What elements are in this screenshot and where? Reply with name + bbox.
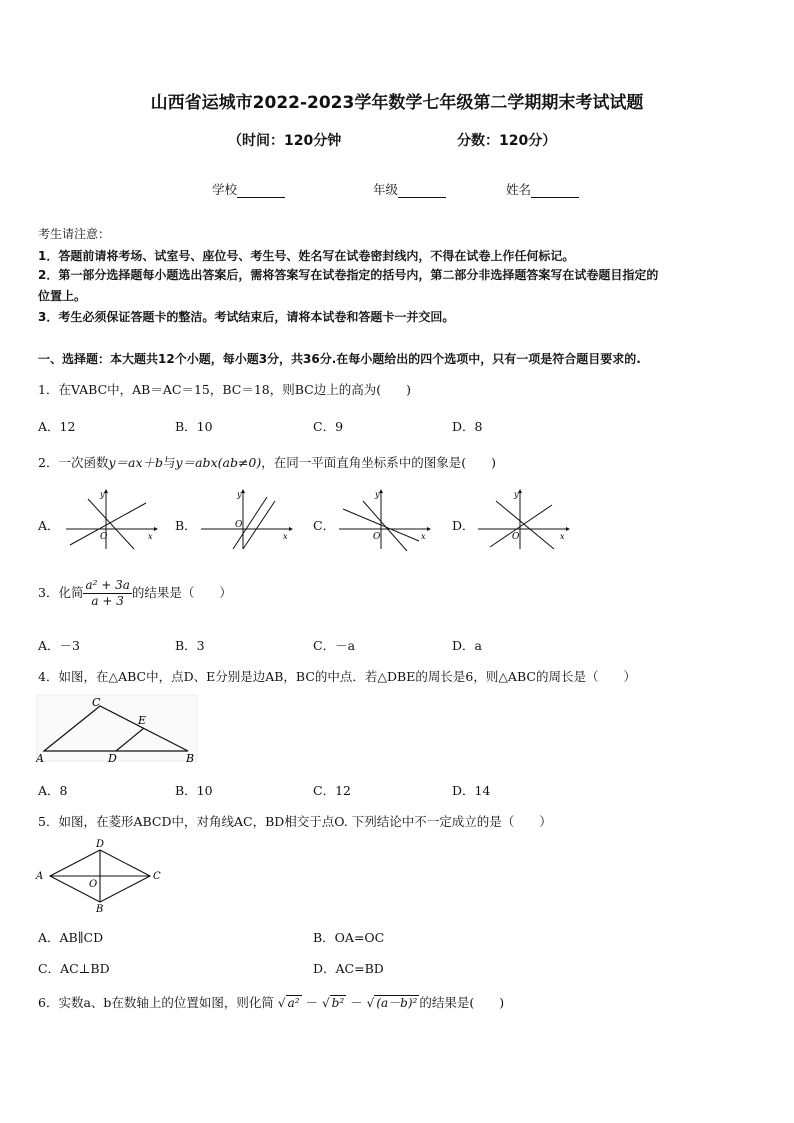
q6-minus-2: － <box>350 995 363 1010</box>
q2-graph-a <box>62 487 158 551</box>
q4-option-b: B．10 <box>175 783 213 798</box>
q5-option-b: B．OA=OC <box>313 930 385 945</box>
q6-sqrt-2: √ b² <box>322 996 345 1010</box>
q5-option-d: D．AC=BD <box>313 961 384 976</box>
q3-option-a: A．－3 <box>38 638 80 653</box>
q3-option-b: B．3 <box>175 638 205 653</box>
q4-stem: 4．如图，在△ABC中，点D、E分别是边AB，BC的中点．若△DBE的周长是6，则△ABC的周长是（ ） <box>38 669 636 684</box>
q6-pre: 6．实数a、b在数轴上的位置如图，则化简 <box>38 995 274 1010</box>
q4-option-a: A．8 <box>38 783 68 798</box>
name-field <box>506 180 579 198</box>
q2c-y-label: y <box>375 490 380 499</box>
q1-option-a: A．12 <box>38 419 76 434</box>
q6-post: 的结果是( ) <box>419 995 505 1010</box>
notice-item-1: 1．答题前请将考场、试室号、座位号、考生号、姓名写在试卷密封线内，不得在试卷上作任何标记。 <box>38 249 575 263</box>
grade-field <box>373 180 446 198</box>
exam-time: （时间：120分钟 <box>228 133 342 149</box>
q5-label-o: O <box>89 879 98 890</box>
q2a-y-label: y <box>100 490 105 499</box>
q3-pre: 3．化简 <box>38 585 84 600</box>
q6-radicand-2: b² <box>331 996 345 1010</box>
q5-option-c: C．AC⊥BD <box>38 961 110 976</box>
q2-func-2: y＝abx(ab≠0) <box>175 455 262 470</box>
q2c-origin-label: O <box>373 532 381 542</box>
notice-item-2-cont: 位置上。 <box>38 289 87 303</box>
q4-label-b: B <box>186 752 195 765</box>
q5-label-a: A <box>36 871 44 882</box>
q4-label-c: C <box>92 696 101 709</box>
q5-label-d: D <box>96 839 105 850</box>
q2-graph-c <box>335 487 431 551</box>
q4-label-d: D <box>108 752 117 765</box>
q6-stem <box>38 993 504 1011</box>
q2-func-1: y＝ax＋b <box>108 455 164 470</box>
q2-graph-d <box>474 487 570 551</box>
q6-radicand-3: (a－b)² <box>376 996 418 1010</box>
q2-post: ，在同一平面直角坐标系中的图象是( ) <box>261 455 497 470</box>
q1-option-c: C．9 <box>313 419 344 434</box>
section-heading: 一、选择题：本大题共12个小题，每小题3分，共36分.在每小题给出的四个选项中，只有一项是符合题目要求的. <box>38 352 641 366</box>
q2-option-a: A． <box>38 518 60 533</box>
q2d-origin-label: O <box>512 532 520 542</box>
q2a-origin-label: O <box>100 532 108 542</box>
q5-rhombus-figure <box>34 838 164 914</box>
q1-stem: 1．在VABC中，AB＝AC＝15，BC＝18，则BC边上的高为( ) <box>38 382 411 397</box>
q6-sqrt-1: √ a² <box>277 996 300 1010</box>
q2-stem <box>38 453 496 471</box>
notice-item-2: 2．第一部分选择题每小题选出答案后，需将答案写在试卷指定的括号内，第二部分非选择题答案写在试卷题目指定的 <box>38 268 659 282</box>
exam-score: 分数：120分） <box>457 133 557 149</box>
q3-stem <box>38 578 232 609</box>
q2-graph-b <box>197 487 293 551</box>
q2c-x-label: x <box>421 532 426 541</box>
notice-item-3: 3．考生必须保证答题卡的整洁。考试结束后，请将本试卷和答题卡一并交回。 <box>38 310 455 324</box>
q2a-x-label: x <box>148 532 153 541</box>
q5-label-c: C <box>153 871 161 882</box>
notice-heading: 考生请注意： <box>38 227 111 241</box>
q3-post: 的结果是（ ） <box>131 585 232 600</box>
q2-mid: 与 <box>163 455 176 470</box>
q4-label-a: A <box>36 752 44 765</box>
q2b-y-label: y <box>237 490 242 499</box>
q3-numerator: a² + 3a <box>85 578 130 592</box>
q5-stem: 5．如图，在菱形ABCD中，对角线AC，BD相交于点O. 下列结论中不一定成立的是（ ） <box>38 814 552 829</box>
q2b-x-label: x <box>283 532 288 541</box>
grade-label: 年级 <box>373 182 399 197</box>
q4-option-d: D．14 <box>452 783 491 798</box>
q3-option-c: C．－a <box>313 638 356 653</box>
page-title: 山西省运城市2022-2023学年数学七年级第二学期期末考试试题 <box>150 93 644 113</box>
q5-label-b: B <box>96 904 104 914</box>
q2d-y-label: y <box>514 490 519 499</box>
q4-option-c: C．12 <box>313 783 351 798</box>
q2-pre: 2．一次函数 <box>38 455 109 470</box>
q6-minus-1: － <box>305 995 319 1010</box>
q5-option-a: A．AB∥CD <box>38 930 104 945</box>
q2b-origin-label: O <box>235 520 243 530</box>
q2d-x-label: x <box>560 532 565 541</box>
q3-fraction <box>83 578 131 609</box>
name-label: 姓名 <box>506 182 532 197</box>
q2-option-d: D． <box>452 518 475 533</box>
q6-sqrt-3: √ (a－b)² <box>366 996 418 1010</box>
q2-option-c: C． <box>313 518 336 533</box>
q3-option-d: D．a <box>452 638 482 653</box>
q6-radicand-1: a² <box>287 996 300 1010</box>
school-label: 学校 <box>212 182 238 197</box>
q3-denominator: a + 3 <box>91 594 124 608</box>
q4-label-e: E <box>138 714 147 727</box>
q2-option-b: B． <box>175 518 197 533</box>
q1-option-d: D．8 <box>452 419 483 434</box>
school-field <box>212 180 285 198</box>
q4-triangle-figure <box>36 694 200 766</box>
q1-option-b: B．10 <box>175 419 213 434</box>
